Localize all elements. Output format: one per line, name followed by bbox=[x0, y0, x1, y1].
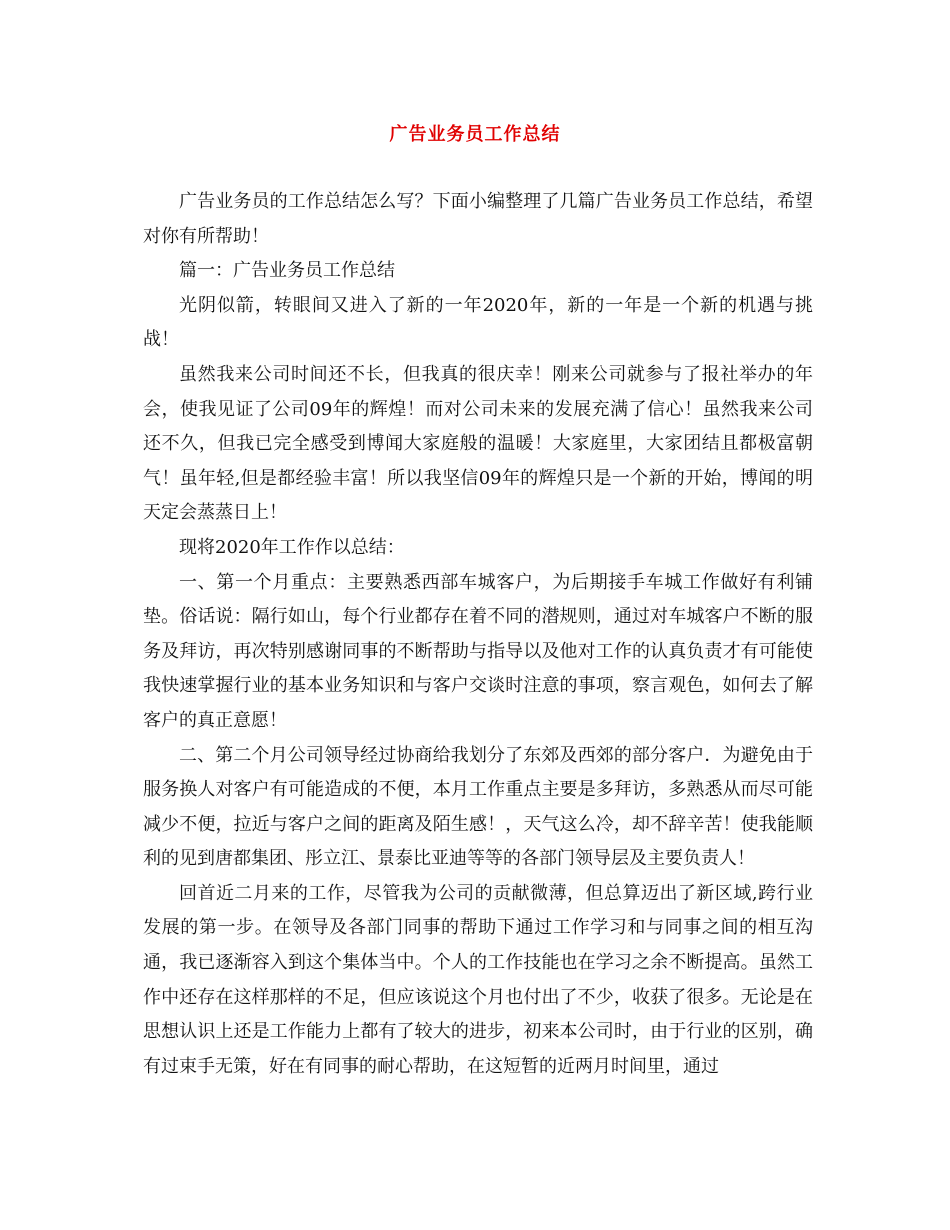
document-title: 广告业务员工作总结 bbox=[389, 124, 561, 145]
paragraph: 虽然我来公司时间还不长，但我真的很庆幸！刚来公司就参与了报社举办的年会，使我见证了公司09年的辉煌！而对公司未来的发展充满了信心！虽然我来公司还不久，但我已完全感受到博闻大家庭般的温暖！大家庭里，大家团结且都极富朝气！虽年轻,但是都经验丰富！所以我坚信09年的辉煌只是一个新的开始，博闻的明天定会蒸蒸日上！ bbox=[143, 363, 813, 524]
paragraph-section-heading: 篇一：广告业务员工作总结 bbox=[179, 260, 395, 282]
paragraph: 回首近二月来的工作，尽管我为公司的贡献微薄，但总算迈出了新区域,跨行业发展的第一步。在领导及各部门同事的帮助下通过工作学习和与同事之间的相互沟通，我已逐渐容入到这个集体当中。个人的工作技能也在学习之余不断提高。虽然工作中还存在这样那样的不足，但应该说这个月也付出了不少，收获了很多。无论是在思想认识上还是工作能力上都有了较大的进步，初来本公司时，由于行业的区别，确有过束手无策，好在有同事的耐心帮助，在这短暂的近两月时间里，通过 bbox=[143, 882, 813, 1077]
paragraph: 光阴似箭，转眼间又进入了新的一年2020年，新的一年是一个新的机遇与挑战！ bbox=[143, 294, 813, 351]
paragraph: 一、第一个月重点：主要熟悉西部车城客户，为后期接手车城工作做好有利铺垫。俗话说：隔行如山，每个行业都存在着不同的潜规则，通过对车城客户不断的服务及拜访，再次特别感谢同事的不断帮助与指导以及他对工作的认真负责才有可能使我快速掌握行业的基本业务知识和与客户交谈时注意的事项，察言观色，如何去了解客户的真正意愿！ bbox=[143, 571, 813, 731]
paragraph-intro: 广告业务员的工作总结怎么写？下面小编整理了几篇广告业务员工作总结，希望对你有所帮助！ bbox=[143, 191, 813, 247]
paragraph: 二、第二个月公司领导经过协商给我划分了东郊及西郊的部分客户．为避免由于服务换人对客户有可能造成的不便，本月工作重点主要是多拜访，多熟悉从而尽可能减少不便，拉近与客户之间的距离及陌生感！，天气这么冷，却不辞辛苦！使我能顺利的见到唐都集团、彤立江、景泰比亚迪等等的各部门领导层及主要负责人！ bbox=[143, 744, 813, 870]
document-body bbox=[143, 185, 813, 1084]
paragraph: 现将2020年工作作以总结： bbox=[179, 536, 405, 558]
